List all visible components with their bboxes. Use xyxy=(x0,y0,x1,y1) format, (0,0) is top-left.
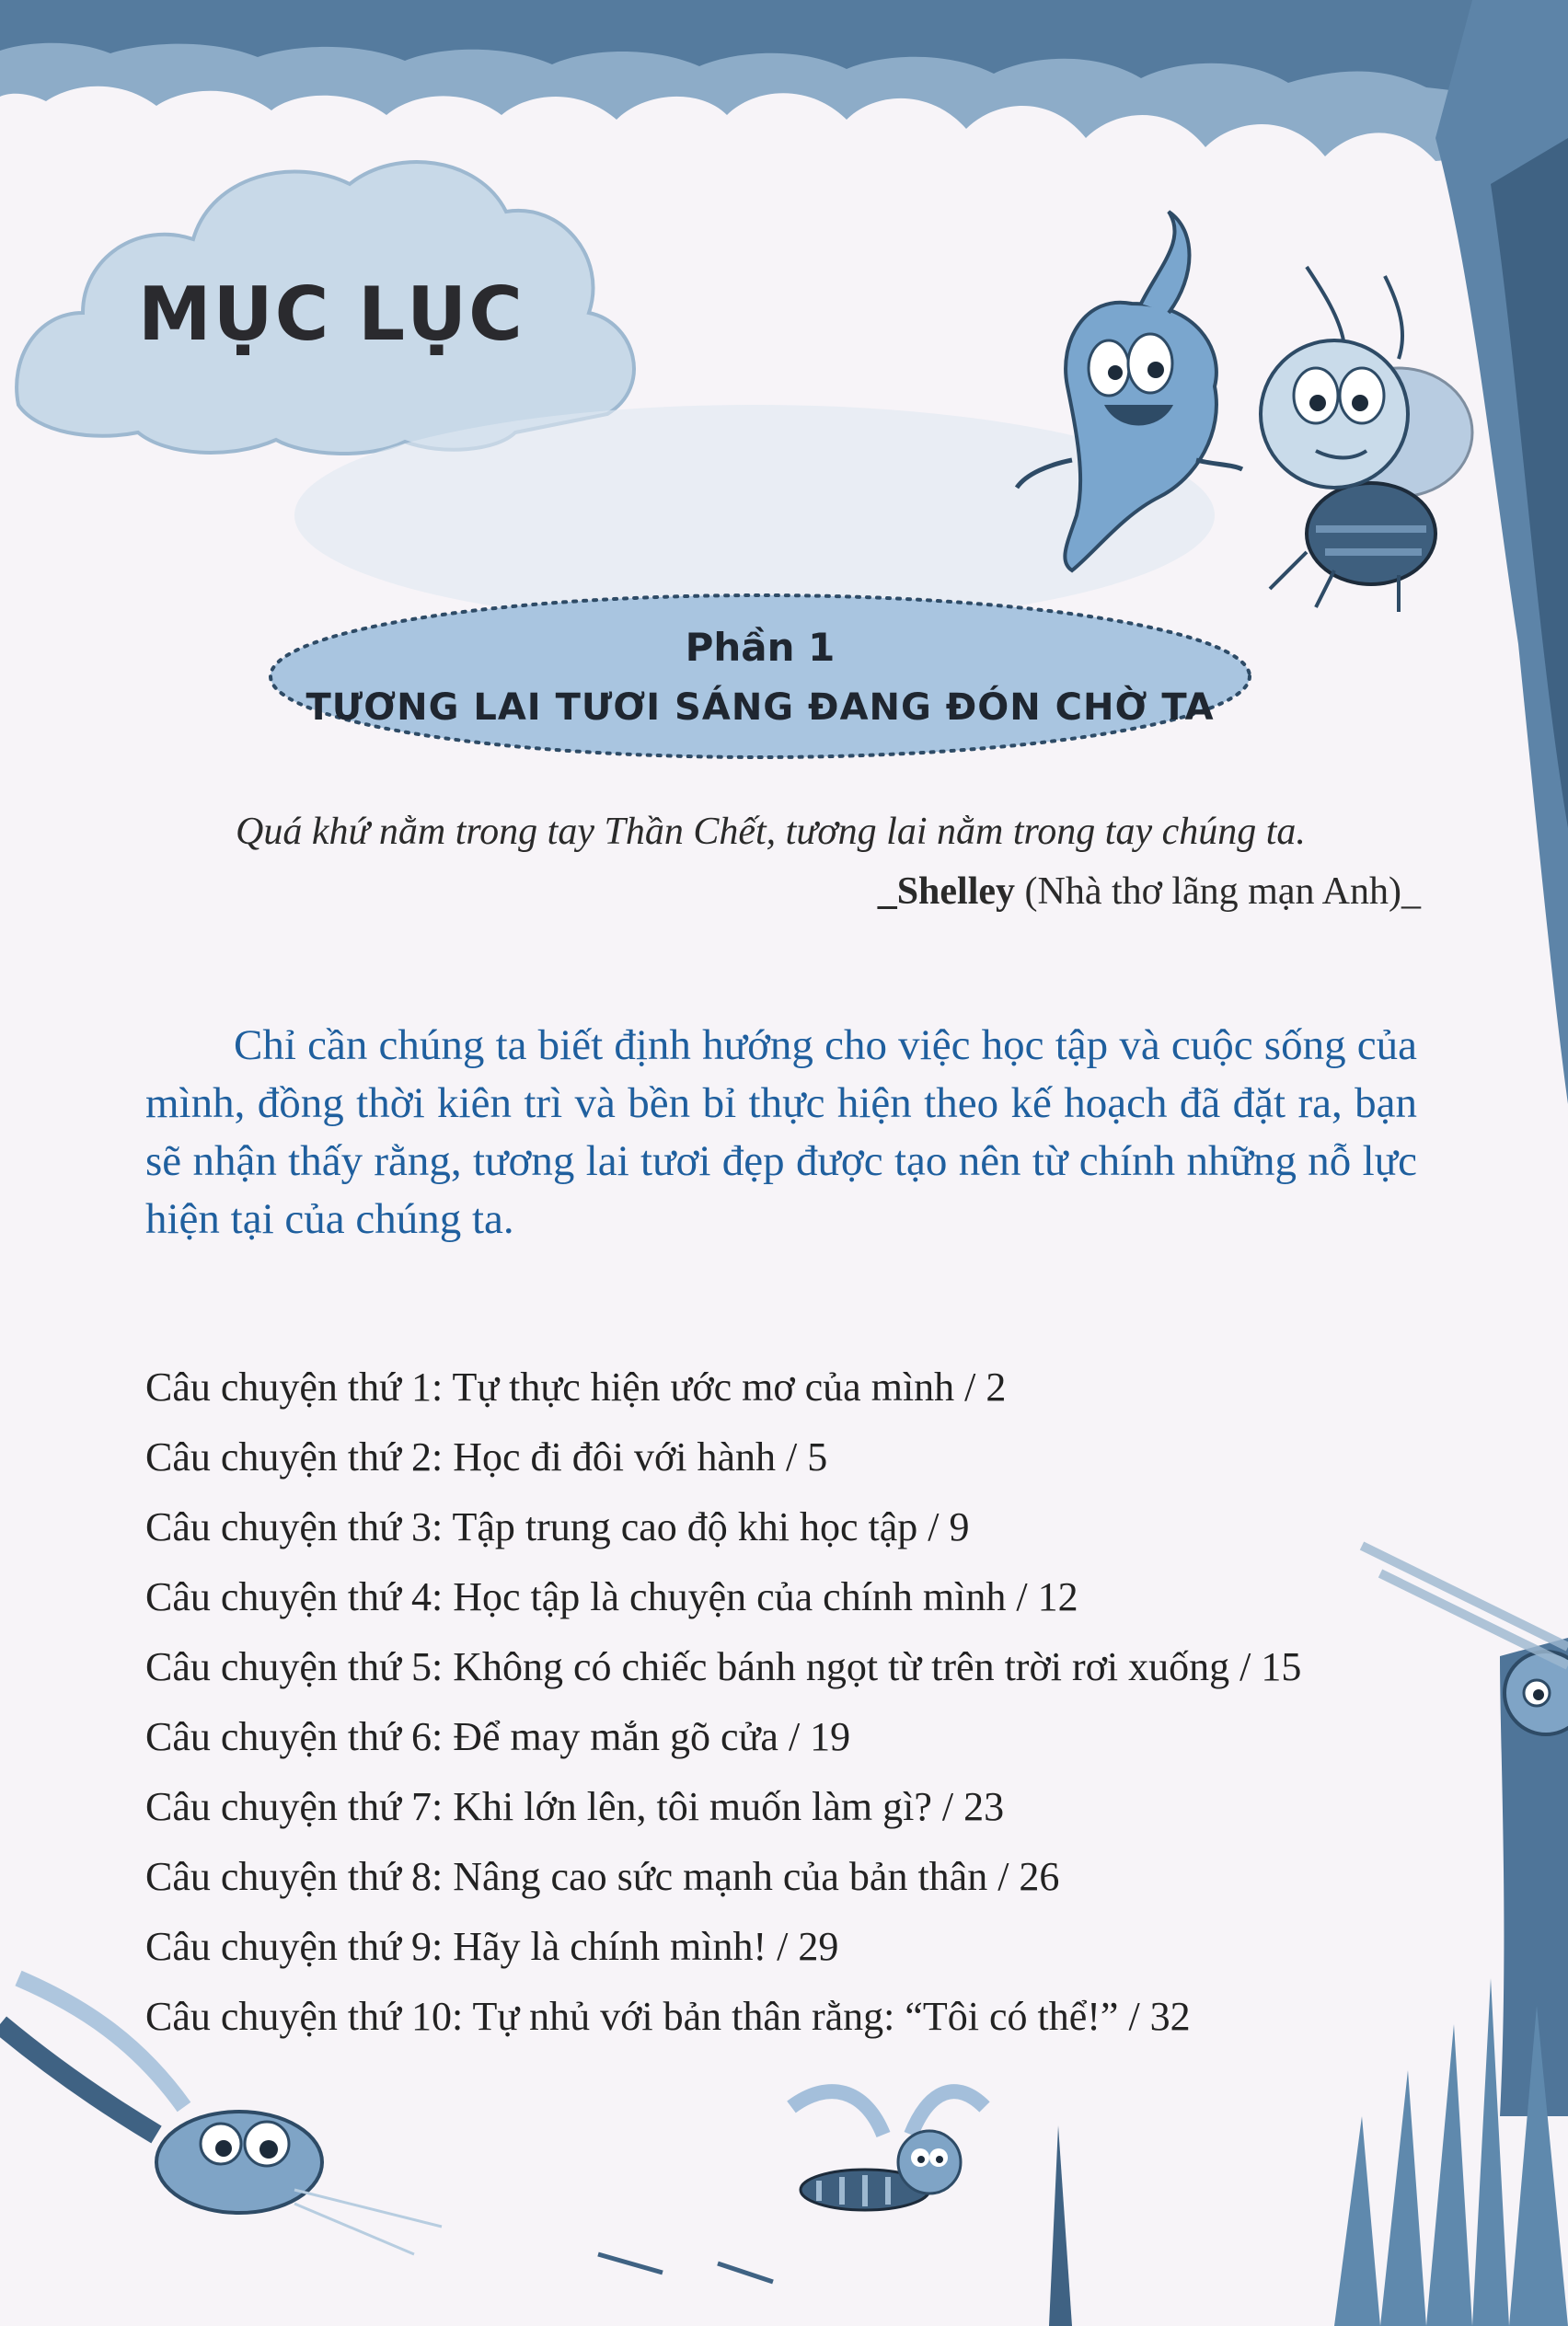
toc-item[interactable]: Câu chuyện thứ 9: Hãy là chính mình! / 29 xyxy=(145,1924,839,1969)
fly-character-illustration xyxy=(1261,267,1472,612)
toc-item[interactable]: Câu chuyện thứ 10: Tự nhủ với bản thân rằng: “Tôi có thể!” / 32 xyxy=(145,1994,1191,2039)
toc-item[interactable]: Câu chuyện thứ 5: Không có chiếc bánh ngọt từ trên trời rơi xuống / 15 xyxy=(145,1644,1302,1689)
toc-item[interactable]: Câu chuyện thứ 6: Để may mắn gõ cửa / 19 xyxy=(145,1714,851,1759)
quote-author: _Shelley xyxy=(877,870,1016,913)
toc-item[interactable]: Câu chuyện thứ 7: Khi lớn lên, tôi muốn làm gì? / 23 xyxy=(145,1784,1005,1829)
epigraph-quote: Quá khứ nằm trong tay Thần Chết, tương lai nằm trong tay chúng ta. xyxy=(236,811,1306,853)
quote-author-note: (Nhà thơ lãng mạn Anh)_ xyxy=(1015,870,1421,913)
toc-item[interactable]: Câu chuyện thứ 8: Nâng cao sức mạnh của bản thân / 26 xyxy=(145,1854,1060,1899)
table-of-contents xyxy=(145,1353,1452,2052)
toc-item[interactable]: Câu chuyện thứ 2: Học đi đôi với hành / 5 xyxy=(145,1434,828,1480)
part-title: TƯƠNG LAI TƯƠI SÁNG ĐANG ĐÓN CHỜ TA xyxy=(306,685,1215,729)
epigraph-attribution xyxy=(878,869,1421,914)
intro-paragraph: Chỉ cần chúng ta biết định hướng cho việc học tập và cuộc sống của mình, đồng thời kiên trì và bền bỉ thực hiện theo kế hoạch đã đặt ra, bạn sẽ nhận thấy rằng, tương lai tươi đẹp được tạo nên từ chính những nỗ lực hiện tại của chúng ta. xyxy=(145,1021,1417,1243)
mosquito-illustration xyxy=(598,2091,985,2282)
toc-item[interactable]: Câu chuyện thứ 4: Học tập là chuyện của chính mình / 12 xyxy=(145,1574,1078,1619)
toc-item[interactable]: Câu chuyện thứ 1: Tự thực hiện ước mơ của mình / 2 xyxy=(145,1365,1007,1410)
toc-item[interactable]: Câu chuyện thứ 3: Tập trung cao độ khi học tập / 9 xyxy=(145,1504,970,1549)
part-number: Phần 1 xyxy=(685,624,836,670)
page-title: MỤC LỤC xyxy=(138,271,525,357)
part-banner xyxy=(263,589,1257,764)
